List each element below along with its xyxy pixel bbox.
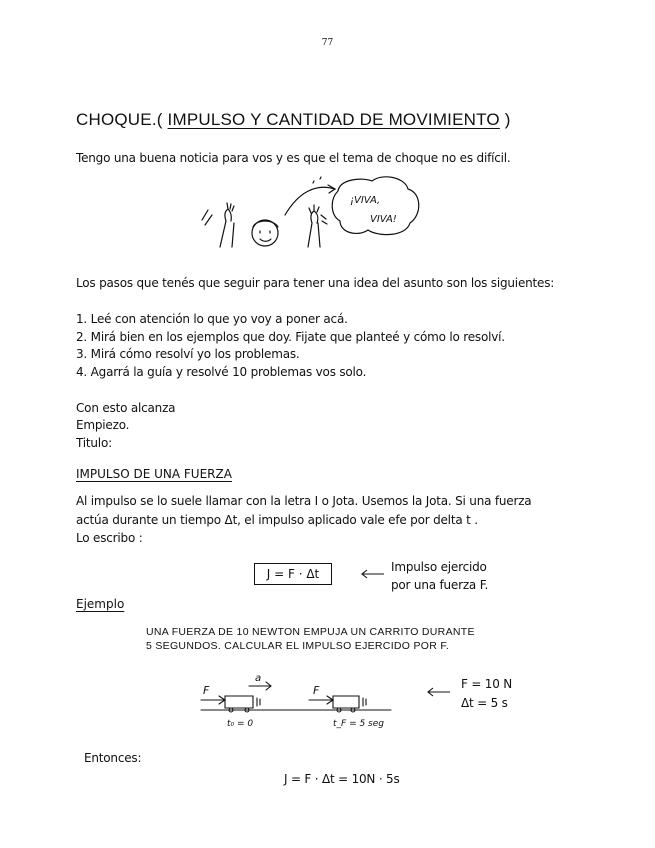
force-label-2: F [313,684,320,697]
closing-line: Con esto alcanza [76,401,176,415]
bubble-text-2: VIVA! [370,214,397,225]
page-title [76,110,511,130]
title-underlined: IMPULSO Y CANTIDAD DE MOVIMIENTO [167,110,500,129]
section-heading: IMPULSO DE UNA FUERZA [76,467,232,481]
title-suffix: ) [499,110,511,129]
cart-force-drawing [195,670,395,736]
accel-label: a [255,673,262,684]
given-value: F = 10 N [461,677,513,691]
body-line: Al impulso se lo suele llamar con la letra I o Jota. Usemos la Jota. Si una fuerza [76,494,532,508]
formula-note: Impulso ejercido [391,560,487,574]
cheering-person-drawing [190,175,430,260]
arrow-left-icon [426,687,452,697]
body-line: Lo escribo : [76,531,143,545]
closing-line: Titulo: [76,436,112,450]
problem-line: UNA FUERZA DE 10 NEWTON EMPUJA UN CARRITO DURANTE [146,626,475,638]
result-formula: J = F · Δt = 10N · 5s [284,772,400,786]
intro-text: Tengo una buena noticia para vos y es que el tema de choque no es difícil. [76,151,511,165]
list-item: 4. Agarrá la guía y resolvé 10 problemas vos solo. [76,365,367,379]
steps-intro: Los pasos que tenés que seguir para tener una idea del asunto son los siguientes: [76,276,555,290]
body-line: actúa durante un tiempo Δt, el impulso aplicado vale efe por delta t . [76,513,478,527]
title-prefix: CHOQUE.( [76,110,168,129]
bubble-text-1: ¡VIVA, [350,195,381,206]
then-label: Entonces: [84,751,142,765]
given-value: Δt = 5 s [461,696,508,710]
force-label-1: F [203,684,210,697]
list-item: 3. Mirá cómo resolví yo los problemas. [76,347,300,361]
example-label: Ejemplo [76,597,125,611]
formula-note: por una fuerza F. [391,578,489,592]
list-item: 1. Leé con atención lo que yo voy a poner acá. [76,312,348,326]
problem-line: 5 SEGUNDOS. CALCULAR EL IMPULSO EJERCIDO POR F. [146,640,450,652]
arrow-left-icon [360,569,386,579]
page-number: 77 [321,38,334,48]
t0-label: t₀ = 0 [227,719,254,729]
formula-box: J = F · Δt [254,563,332,585]
closing-line: Empiezo. [76,418,130,432]
tf-label: t_F = 5 seg [333,719,384,729]
list-item: 2. Mirá bien en los ejemplos que doy. Fijate que planteé y cómo lo resolví. [76,330,505,344]
